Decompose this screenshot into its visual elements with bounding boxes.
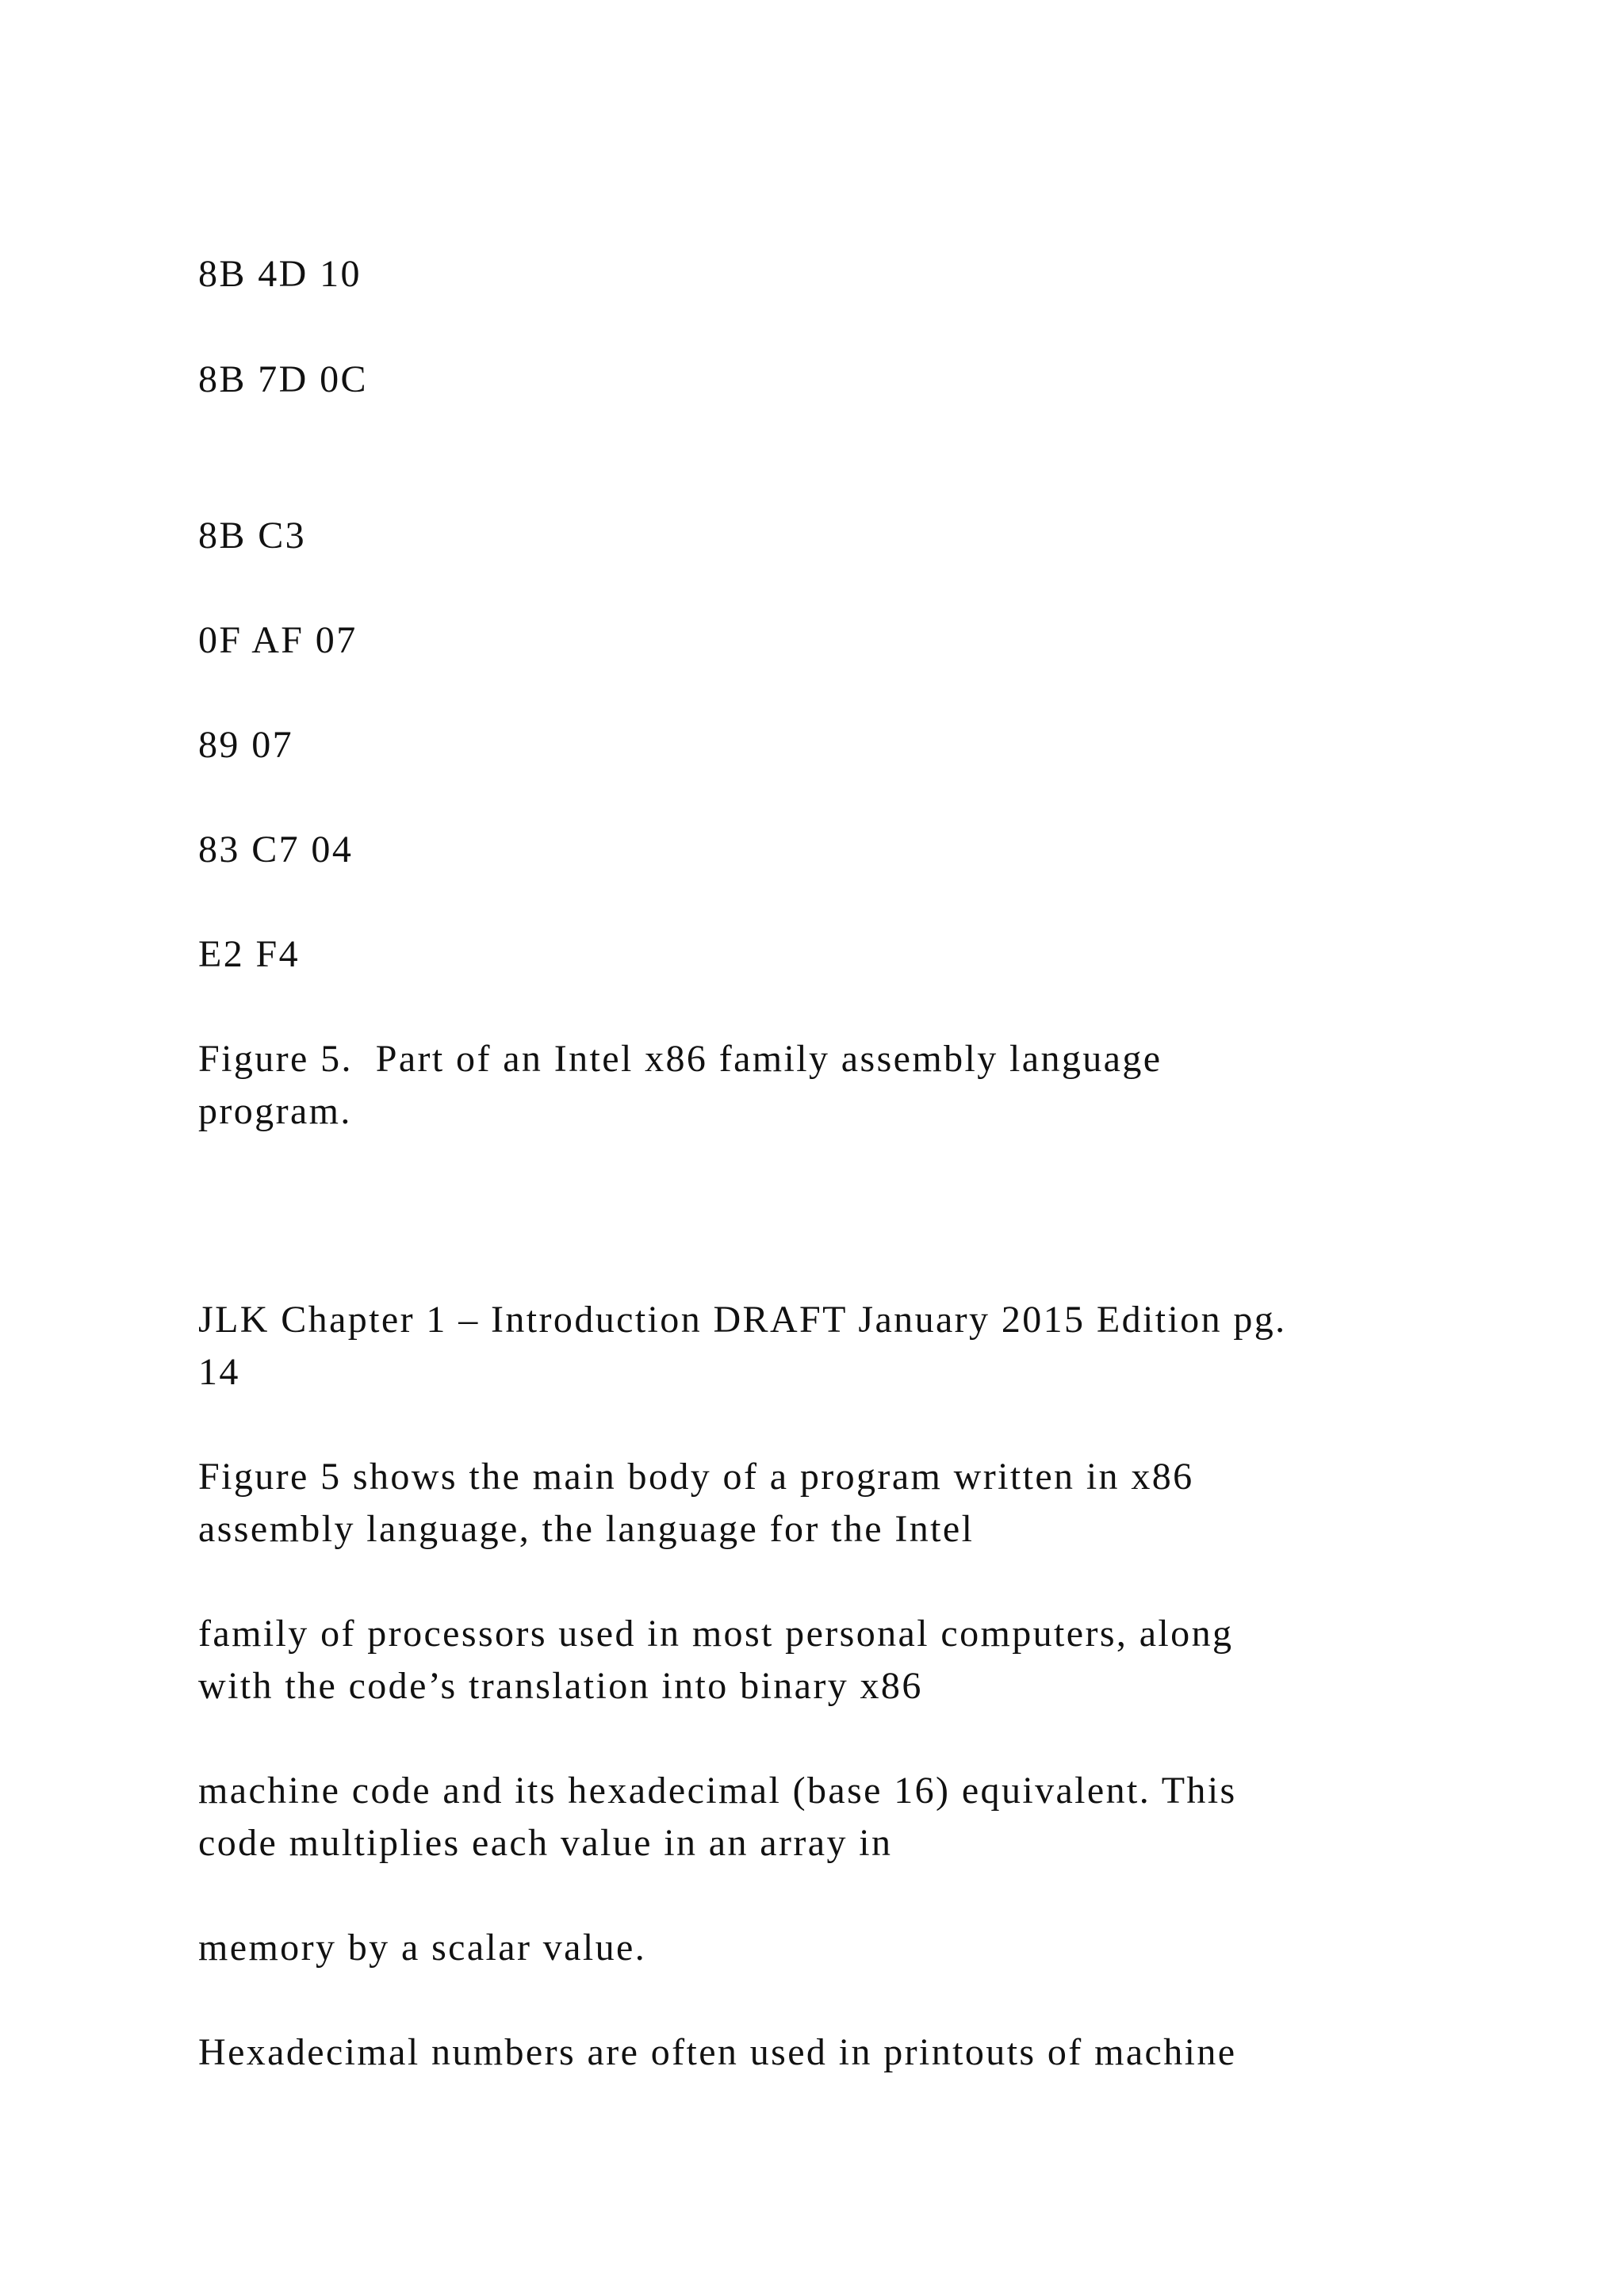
hex-line: 8B 7D 0C [198,358,368,400]
body-text-line: memory by a scalar value. [198,1927,647,1969]
hex-line: 8B C3 [198,515,307,557]
hex-line: 83 C7 04 [198,828,354,871]
body-text-line: assembly language, the language for the Intel [198,1508,975,1550]
body-text-line: Figure 5 shows the main body of a program written in x86 [198,1456,1194,1498]
page-number: 14 [198,1351,240,1393]
body-text-line: machine code and its hexadecimal (base 16) equivalent. This [198,1770,1237,1812]
body-text-line: code multiplies each value in an array in [198,1822,893,1864]
hex-line: 89 07 [198,724,293,766]
hex-line: 0F AF 07 [198,619,358,661]
body-text-line: Hexadecimal numbers are often used in printouts of machine [198,2031,1237,2073]
figure-caption-continued: program. [198,1090,352,1132]
body-text-line: family of processors used in most personal computers, along [198,1613,1234,1655]
figure-caption: Figure 5. Part of an Intel x86 family assembly language [198,1038,1162,1080]
body-text-line: with the code’s translation into binary x86 [198,1665,923,1707]
running-header: JLK Chapter 1 – Introduction DRAFT January 2015 Edition pg. [198,1299,1287,1341]
hex-line: 8B 4D 10 [198,253,362,295]
hex-line: E2 F4 [198,933,301,975]
